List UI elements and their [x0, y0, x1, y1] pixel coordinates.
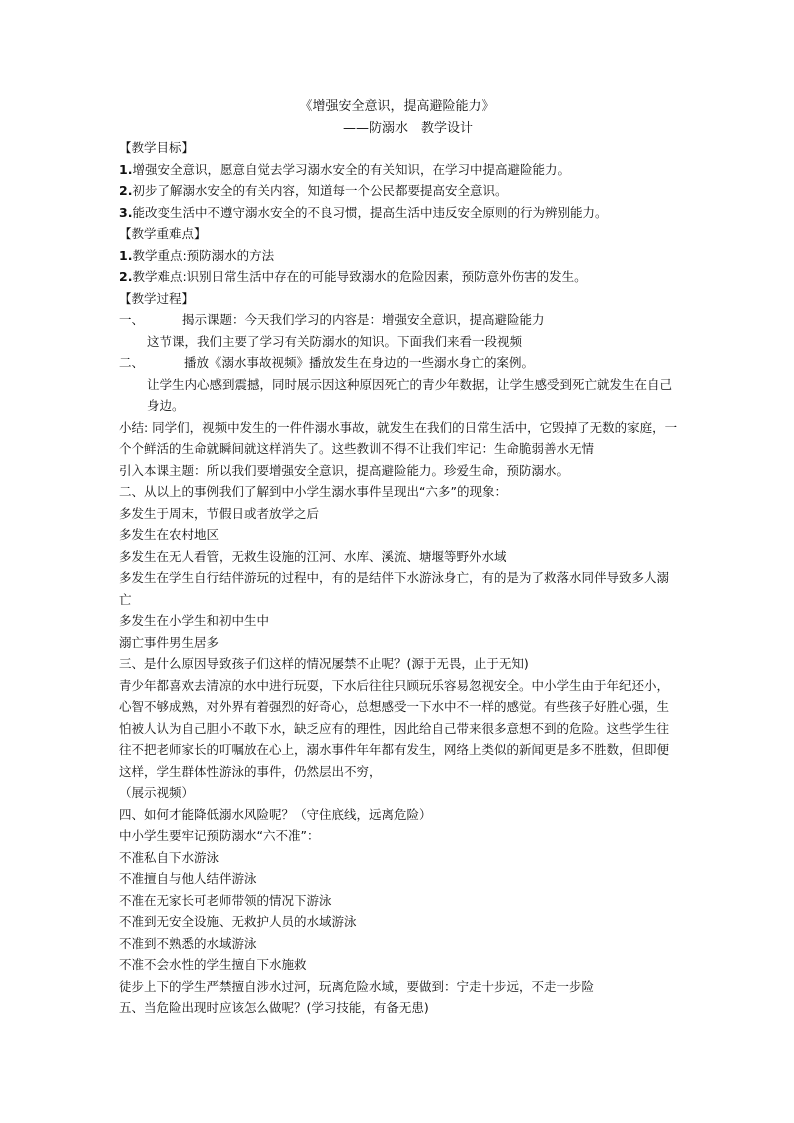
step-1	[119, 309, 679, 331]
step-2	[119, 352, 679, 374]
keypoint-number: 2.	[119, 269, 133, 284]
step-2-number: 二、	[119, 355, 145, 370]
keypoint-number: 1.	[119, 247, 133, 263]
keypoint-text: 教学难点:识别日常生活中存在的可能导致溺水的危险因素，预防意外伤害的发生。	[132, 269, 587, 284]
goal-number: 2.	[119, 183, 133, 198]
goal-text: 初步了解溺水安全的有关内容，知道每一个公民都要提高安全意识。	[132, 183, 508, 198]
list-item: 多发生在小学生和初中生中	[119, 613, 270, 628]
part-3-paragraph: 青少年都喜欢去清凉的水中进行玩耍，下水后往往只顾玩乐容易忽视安全。中小学生由于年纪还小，心智不够成熟，对外界有着强烈的好奇心，总想感受一下水中不一样的感觉。有些孩子好胜心强，生怕被人认为自己胆小不敢下水，缺乏应有的理性，因此给自己带来很多意想不到的危险。这些学生往往不把老师家长的叮嘱放在心上，溺水事件年年都有发生，网络上类似的新闻更是多不胜数，但即便这样，学生群体性游泳的事件，仍然层出不穷，	[119, 677, 670, 779]
goal-number: 3.	[119, 204, 133, 220]
goal-number: 1.	[119, 161, 133, 177]
step-1-text: 揭示课题：今天我们学习的内容是：增强安全意识，提高避险能力	[182, 312, 545, 327]
list-item: 不准在无家长可老师带领的情况下游泳	[119, 892, 332, 908]
list-item: 不准到不熟悉的水域游泳	[119, 935, 257, 951]
part-4-note: 徒步上下的学生严禁擅自涉水过河，玩离危险水域，要做到：宁走十步远，不走一步险	[119, 978, 595, 994]
part-4-intro: 中小学生要牢记预防溺水“六不准”：	[119, 828, 320, 843]
list-item: 多发生在农村地区	[119, 527, 220, 542]
step-1-number: 一、	[119, 312, 145, 327]
list-item: 多发生在学生自行结伴游玩的过程中，有的是结伴下水游泳身亡，有的是为了救落水同伴导致多人溺亡	[119, 570, 670, 607]
goal-text: 增强安全意识，愿意自觉去学习溺水安全的有关知识，在学习中提高避险能力。	[132, 161, 570, 177]
list-item: 不准私自下水游泳	[119, 849, 220, 865]
document-body	[119, 137, 679, 1019]
keypoints-heading: 【教学重难点】	[119, 226, 207, 241]
list-item: 多发生在无人看管，无救生设施的江河、水库、溪流、塘堰等野外水域	[119, 548, 507, 564]
part-3-video-note: （展示视频）	[119, 785, 195, 800]
list-item: 多发生于周末，节假日或者放学之后	[119, 505, 320, 521]
keypoint-text: 教学重点:预防溺水的方法	[132, 247, 275, 263]
process-heading: 【教学过程】	[119, 290, 195, 306]
keypoint-item	[119, 245, 679, 267]
list-item: 不准不会水性的学生擅自下水施救	[119, 957, 307, 972]
list-item: 不准擅自与他人结伴游泳	[119, 871, 257, 886]
list-item: 溺亡事件男生居多	[119, 634, 220, 650]
step-2-text: 播放《溺水事故视频》播放发生在身边的一些溺水身亡的案例。	[184, 355, 535, 370]
goal-item	[119, 159, 679, 181]
summary-paragraph: 小结: 同学们，视频中发生的一件件溺水事故，就发生在我们的日常生活中，它毁掉了无数的家庭，一个个鲜活的生命就瞬间就这样消失了。这些教训不得不让我们牢记：生命脆弱善水无情	[119, 419, 678, 456]
document-title: 《增强安全意识，提高避险能力》	[299, 99, 495, 114]
part-2-heading: 二、从以上的事例我们了解到中小学生溺水事件呈现出“六多”的现象：	[119, 484, 507, 499]
intro-topic: 引入本课主题：所以我们要增强安全意识，提高避险能力。珍爱生命，预防溺水。	[119, 462, 570, 478]
step-1-note: 这节课，我们主要了学习有关防溺水的知识。下面我们来看一段视频	[147, 333, 523, 349]
keypoint-item	[119, 266, 679, 288]
part-5-heading: 五、当危险出现时应该怎么做呢？(学习技能，有备无患)	[119, 1000, 429, 1015]
part-4-heading: 四、如何才能降低溺水风险呢？（守住底线，远离危险）	[119, 806, 432, 822]
document-subtitle: ——防溺水 教学设计	[342, 121, 473, 136]
part-3-heading: 三、是什么原因导致孩子们这样的情况屡禁不止呢？(源于无畏，止于无知)	[119, 656, 529, 671]
list-item: 不准到无安全设施、无救护人员的水域游泳	[119, 914, 357, 929]
goals-heading: 【教学目标】	[119, 140, 195, 155]
goal-text: 能改变生活中不遵守溺水安全的不良习惯，提高生活中违反安全原则的行为辨别能力。	[132, 204, 608, 220]
goal-item	[119, 202, 679, 224]
step-2-note: 让学生内心感到震撼，同时展示因这种原因死亡的青少年数据，让学生感受到死亡就发生在自己身边。	[147, 376, 673, 413]
goal-item	[119, 180, 679, 202]
